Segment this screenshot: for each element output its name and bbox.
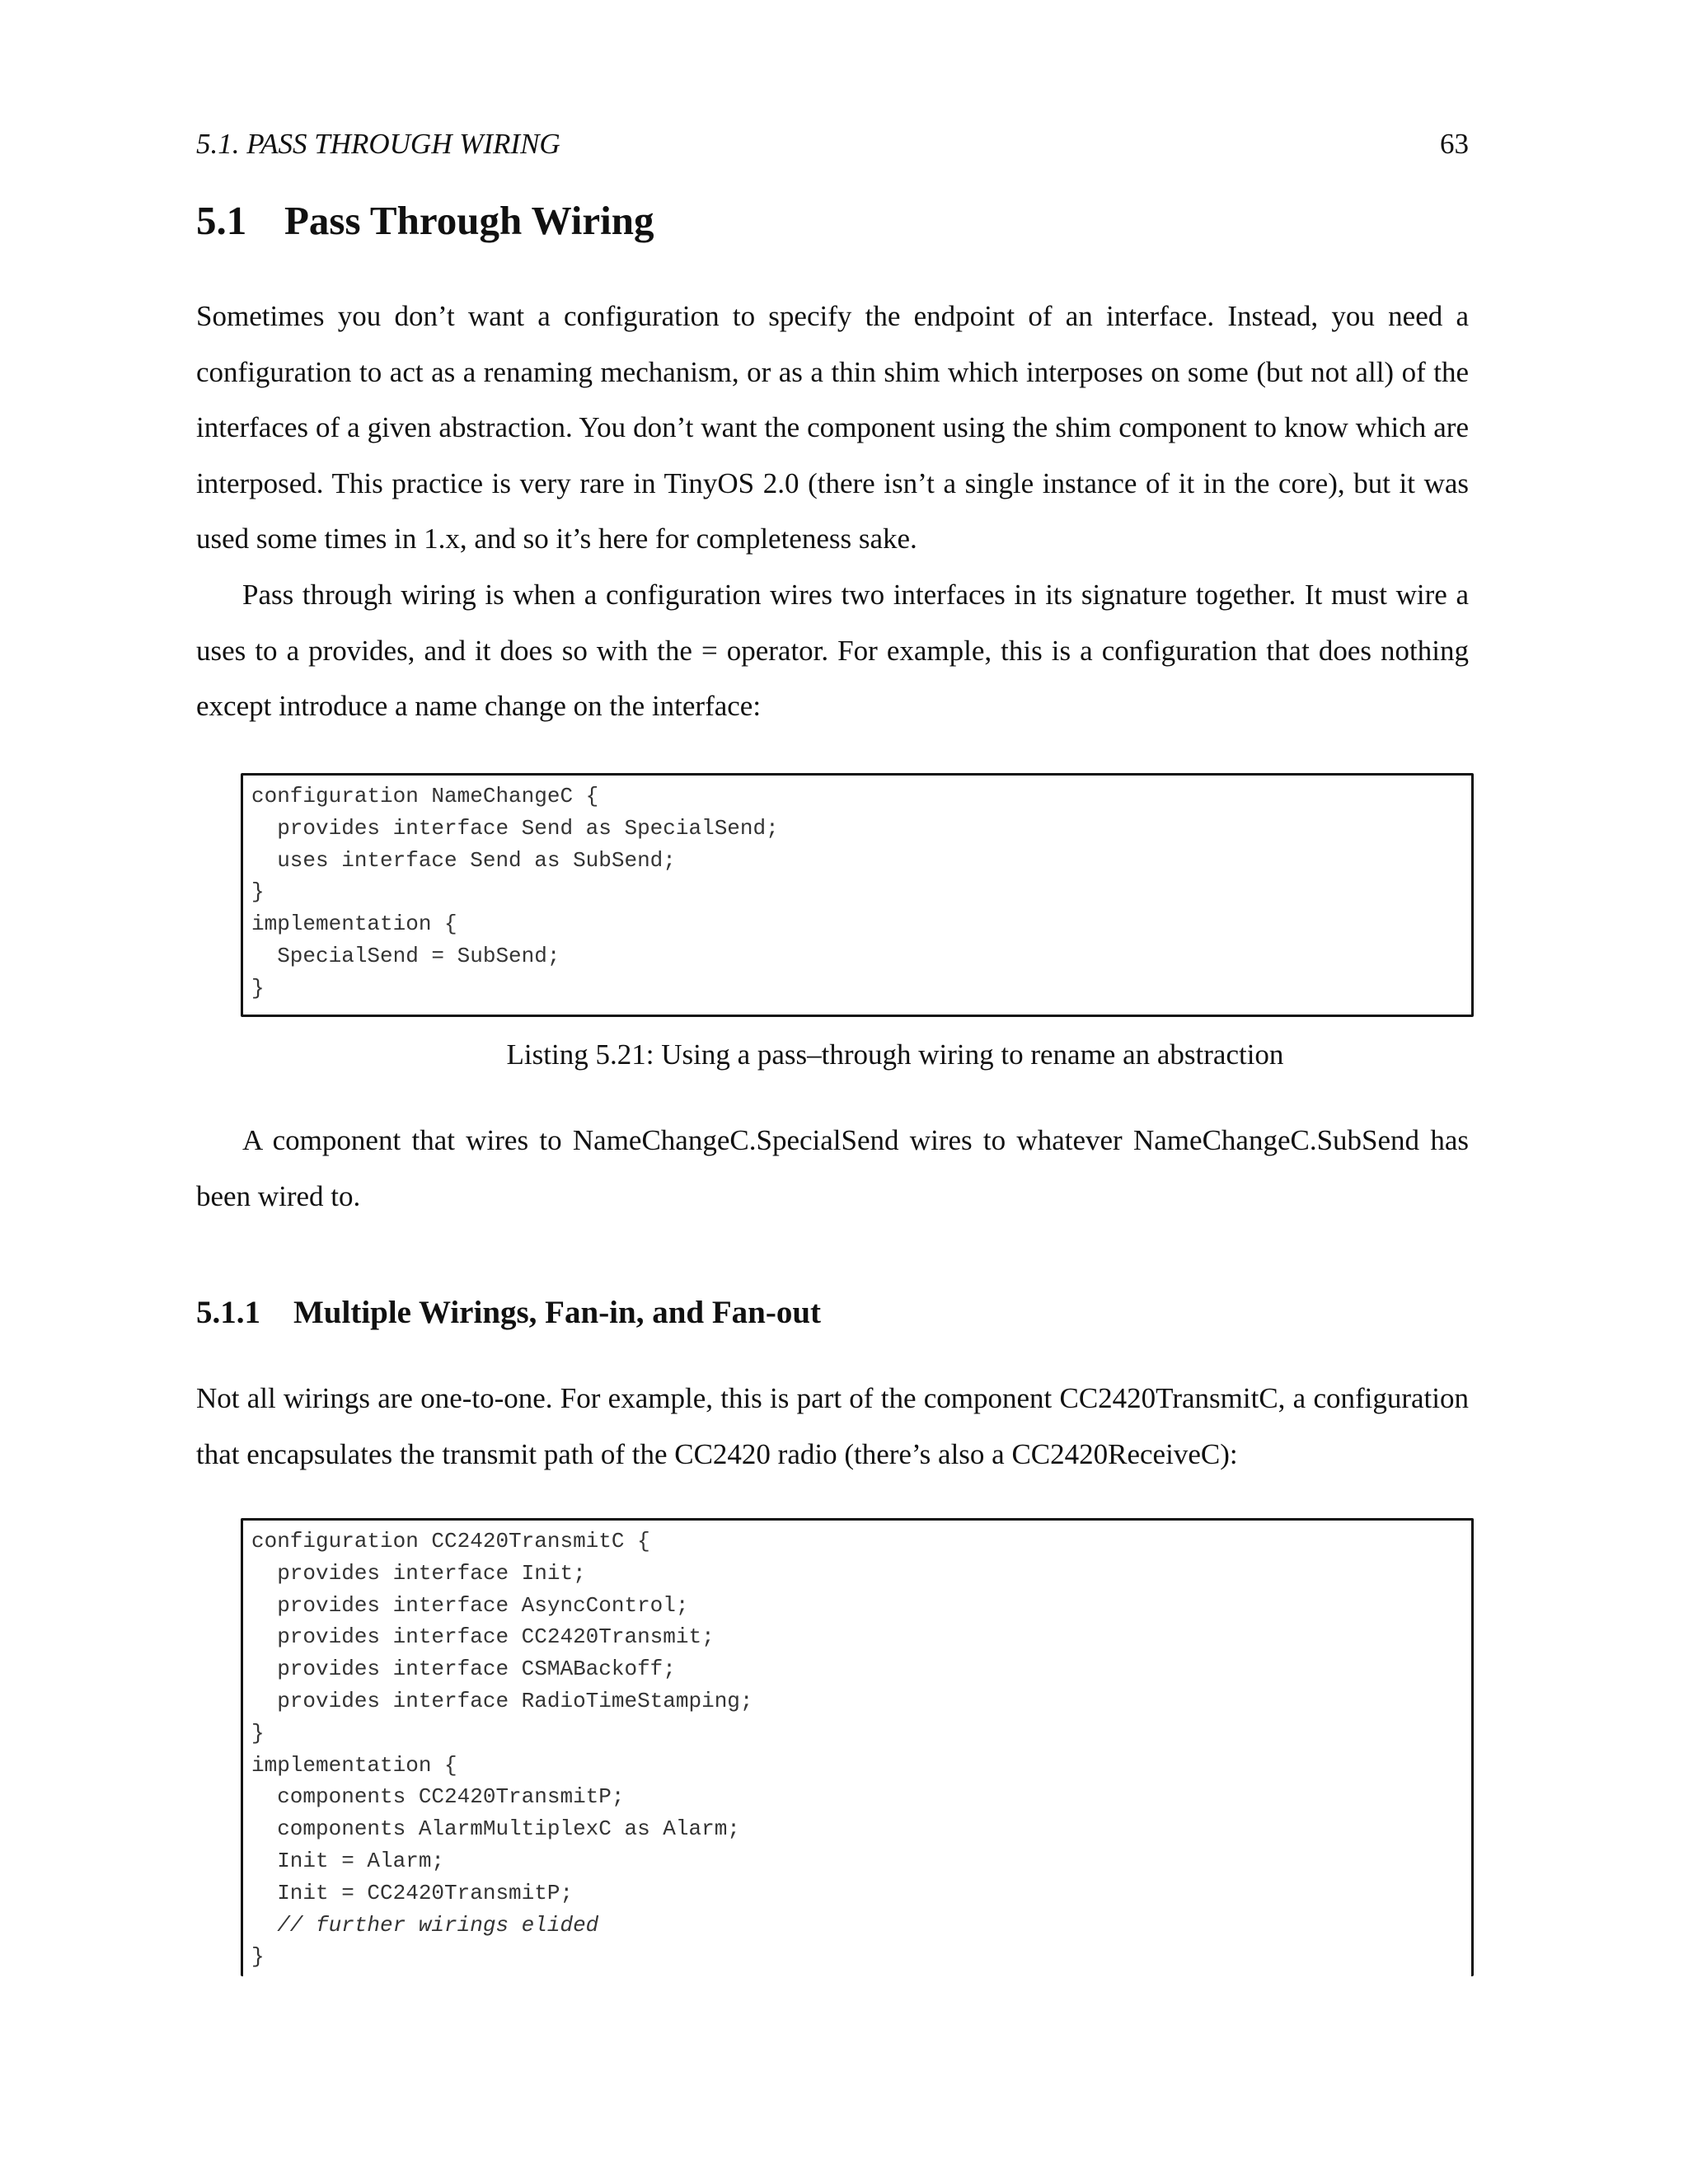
code-line: provides interface Send as SpecialSend; <box>251 815 779 841</box>
code-listing-cc2420transmitc <box>241 1518 1474 1976</box>
running-head-title: 5.1. PASS THROUGH WIRING <box>196 128 560 160</box>
code-line: components AlarmMultiplexC as Alarm; <box>251 1816 740 1842</box>
code-line: implementation { <box>251 1752 457 1778</box>
code-line: configuration NameChangeC { <box>251 784 599 808</box>
paragraph-wiring-result: A component that wires to NameChangeC.SpecialSend wires to whatever NameChangeC.SubSend has been wired to. <box>196 1124 1469 1212</box>
code-line: uses interface Send as SubSend; <box>251 847 676 873</box>
code-line: implementation { <box>251 912 457 937</box>
code-line: SpecialSend = SubSend; <box>251 943 560 968</box>
code-line: configuration CC2420TransmitC { <box>251 1529 650 1554</box>
code-line: } <box>251 1944 265 1970</box>
listing-caption: Listing 5.21: Using a pass–through wiring to rename an abstraction <box>506 1038 1284 1071</box>
code-line: } <box>251 879 265 905</box>
code-line: components CC2420TransmitP; <box>251 1784 625 1810</box>
section-title: Pass Through Wiring <box>284 198 654 243</box>
code-line: provides interface RadioTimeStamping; <box>251 1688 753 1713</box>
section-heading <box>196 196 654 246</box>
code-line: provides interface CC2420Transmit; <box>251 1624 715 1650</box>
paragraph-intro: Sometimes you don’t want a configuration to specify the endpoint of an interface. Instead, you need a configuration to act as a renaming mechanism, or as a thin shim which interposes on some (but not all) of the interfaces of a given abstraction. You don’t want the component using the shim component to know which are interposed. This practice is very rare in TinyOS 2.0 (there isn’t a single instance of it in the core), but it was used some times in 1.x, and so it’s here for completeness sake. <box>196 300 1469 555</box>
paragraph-fan-in-out: Not all wirings are one-to-one. For example, this is part of the component CC2420TransmitC, a configuration that encapsulates the transmit path of the CC2420 radio (there’s also a CC2420ReceiveC): <box>196 1382 1469 1470</box>
code-line: } <box>251 1720 265 1746</box>
code-comment-line: // further wirings elided <box>251 1912 599 1938</box>
paragraph-pass-through: Pass through wiring is when a configuration wires two interfaces in its signature together. It must wire a uses to a provides, and it does so with the = operator. For example, this is a configuration that does nothing except introduce a name change on the interface: <box>196 579 1469 722</box>
code-listing-namechangec <box>241 773 1474 1017</box>
code-line: provides interface Init; <box>251 1560 586 1586</box>
code-line: Init = CC2420TransmitP; <box>251 1880 574 1905</box>
subsection-number: 5.1.1 <box>196 1295 260 1330</box>
code-line: } <box>251 975 265 1001</box>
running-head <box>196 126 1469 162</box>
code-line: Init = Alarm; <box>251 1848 445 1873</box>
section-number: 5.1 <box>196 198 247 243</box>
subsection-heading <box>196 1291 821 1334</box>
page-number: 63 <box>1440 128 1469 160</box>
subsection-title: Multiple Wirings, Fan-in, and Fan-out <box>293 1295 822 1330</box>
code-line: provides interface AsyncControl; <box>251 1592 689 1618</box>
code-line: provides interface CSMABackoff; <box>251 1657 676 1682</box>
